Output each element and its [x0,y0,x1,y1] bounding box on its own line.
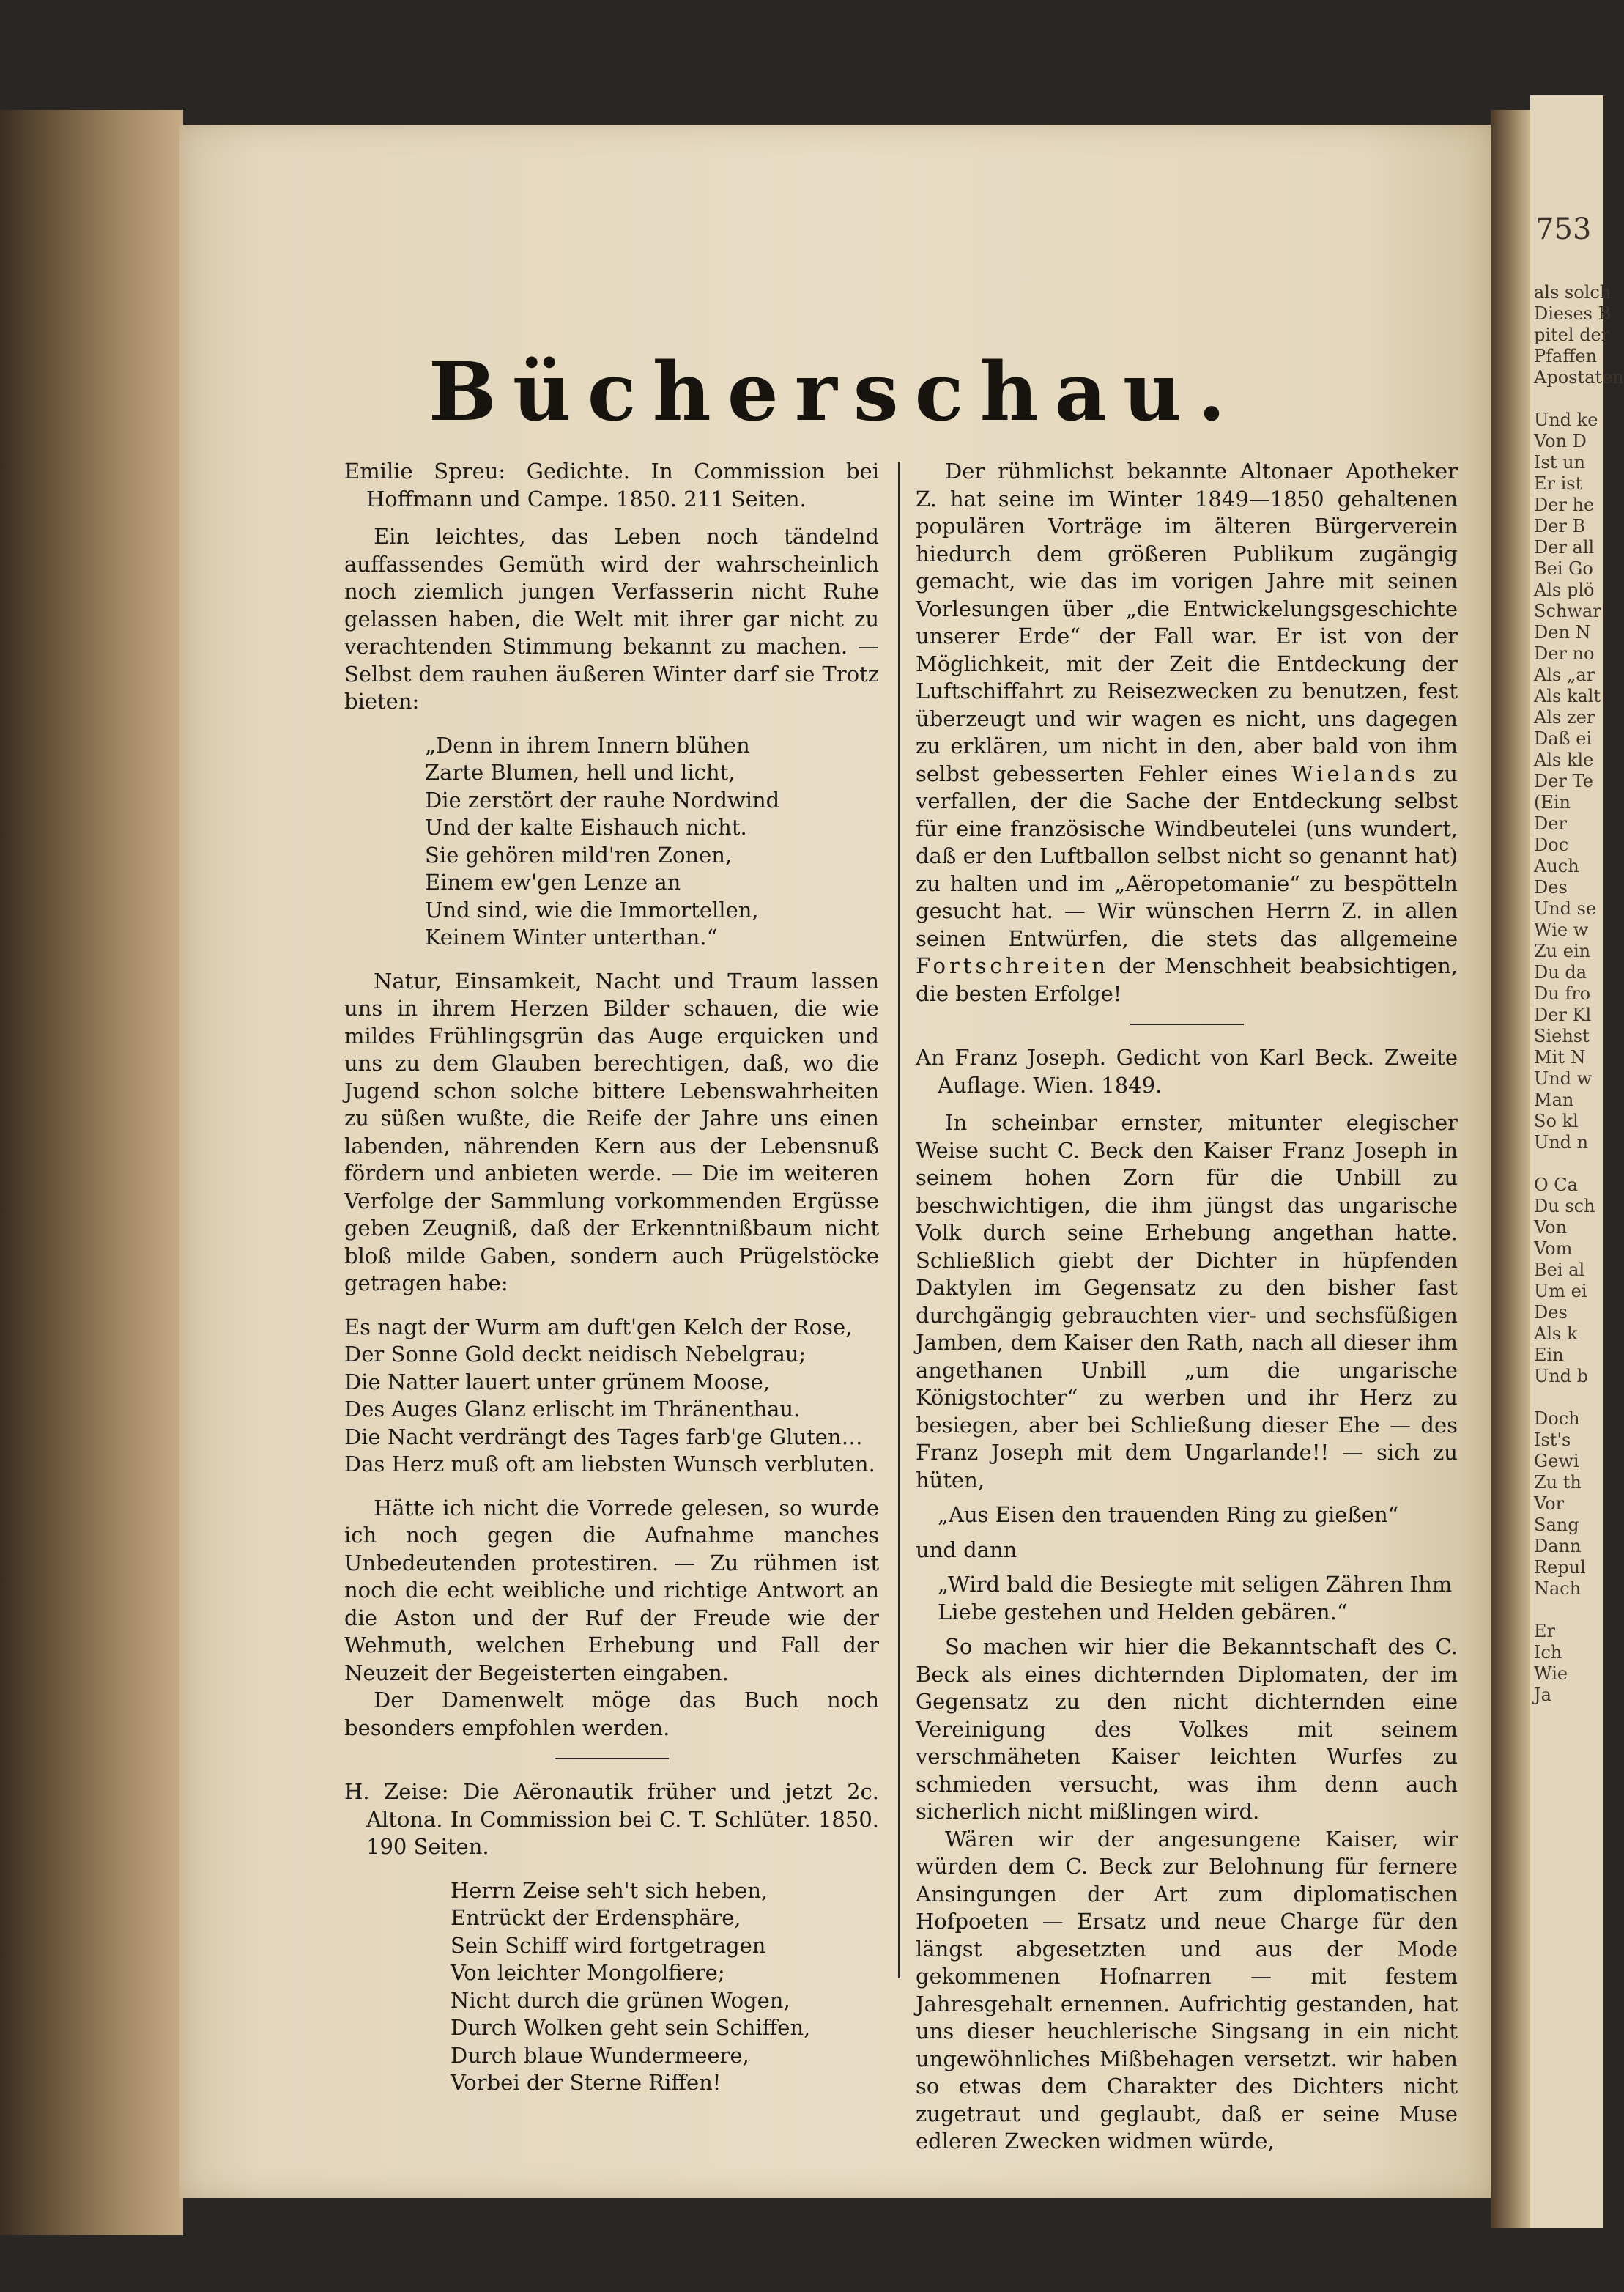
text-run: Der rühmlichst bekannte Altonaer Apotheker Z. hat seine im Winter 1849—1850 gehaltenen populären Vorträge im älteren Bürgerverein hiedurch dem größeren Publikum zugängig gemacht, wie das im vorigen Jahre mit seinen Vorlesungen über „die Entwickelungsgeschichte unserer Erde“ der Fall war. Er ist von der Möglichkeit, mit der Zeit die Entdeckung der Luftschiffahrt zu Reisezwecken zu benutzen, fest überzeugt und wir wagen es nicht, uns dagegen zu erklären, um nicht in den, aber bald von ihm selbst gebesserten Fehler eines [916,459,1458,786]
next-page-line: Pfaffen [1534,346,1598,366]
verse-line: Keinem Winter unterthan.“ [425,925,718,950]
verse-line: Und der kalte Eishauch nicht. [425,815,747,840]
verse-line: Das Herz muß oft am liebsten Wunsch verbluten. [344,1452,875,1476]
next-page-line: Nach [1534,1578,1582,1599]
next-page-line: Man [1534,1090,1574,1110]
verse-block [425,732,879,952]
next-page-line: Der he [1534,495,1595,515]
next-page-line: Von D [1534,431,1587,451]
next-page-line: Du da [1534,962,1587,983]
verse-line: Die zerstört der rauhe Nordwind [425,787,780,813]
next-page-line: Vom [1534,1238,1573,1259]
review-paragraph: Wären wir der angesungene Kaiser, wir würden dem C. Beck zur Belohnung für fernere Ansingungen der Art zum diplomatischen Hofpoeten — Ersatz und neue Charge für den längst abgesetzten und aus der Mode gekommenen Hofnarren — mit festem Jahresgehalt ernennen. Aufrichtig gestanden, hat uns dieser heuchlerische Singsang in ein nicht ungewöhnliches Mißbehagen versetzt. wir haben so etwas dem Charakter des Dichters nicht zugetraut und geglaubt, daß er seine Muse edleren Zwecken widmen würde, [916,1826,1458,2154]
next-page-line: Als zer [1534,707,1595,728]
next-page-line: Der no [1534,643,1595,664]
review-paragraph: Der Damenwelt möge das Buch noch besonders empfohlen werden. [344,1687,879,1740]
verse-line: Durch Wolken geht sein Schiffen, [451,2015,811,2040]
next-page-line: Zu th [1534,1472,1582,1493]
next-page-line [1534,388,1603,410]
next-page-line: Den N [1534,622,1591,643]
review-paragraph: So machen wir hier die Bekanntschaft des C. Beck als eines dichternden Diplomaten, der im Gegensatz zu den nicht dichternden eine Vereinigung des Volkes mit seinem verschmäheten Kaiser leichten Wurfes zu schmieden versucht, was ihm denn auch sicherlich nicht mißlingen wird. [916,1634,1458,1824]
next-page-line: Der all [1534,537,1595,558]
review-heading-zeise: H. Zeise: Die Aëronautik früher und jetzt 2c. Altona. In Commission bei C. T. Schlüter. 1850. 190 Seiten. [344,1779,879,1859]
next-page-line: Als k [1534,1323,1578,1344]
next-page-line: So kl [1534,1111,1579,1131]
next-page-line: (Ein [1534,792,1571,813]
book-gutter [1491,110,1530,2228]
next-page-line: Doch [1534,1408,1580,1429]
next-page-line: Zu ein [1534,941,1591,961]
next-page-line: Bei Go [1534,558,1593,579]
section-separator [1130,1024,1244,1025]
quote-line: „Aus Eisen den trauenden Ring zu gießen“ [938,1502,1399,1527]
next-page-line: Als „ar [1534,665,1595,685]
page-number: 753 [1535,212,1592,246]
verse-line: Entrückt der Erdensphäre, [451,1905,741,1930]
next-page-line: Der B [1534,516,1586,536]
quote-line: „Wird bald die Besiegte mit seligen Zähren Ihm Liebe gestehen und Helden gebären.“ [938,1572,1453,1624]
next-page-line: Er ist [1534,473,1583,494]
next-page-line: Sang [1534,1515,1579,1535]
next-page-line: pitel der [1534,325,1610,345]
next-page-line: Du fro [1534,983,1591,1004]
next-page-line: Bei al [1534,1260,1585,1280]
next-page-line: Und n [1534,1132,1589,1153]
next-page-line: Und w [1534,1068,1593,1089]
review-paragraph [916,458,1458,1008]
next-page-line [1534,1387,1603,1408]
next-page-line: Als plö [1534,580,1595,600]
verse-line: Vorbei der Sterne Riffen! [451,2070,722,2095]
column-divider [898,462,900,1978]
verse-line: Es nagt der Wurm am duft'gen Kelch der Rose, [344,1314,853,1339]
text-run: zu verfallen, der die Sache der Entdeckung selbst für eine französische Windbeutelei (uns wundert, daß er den Luftballon selbst nicht so genannt hat) zu halten und im „Aëropetomanie“ zu bespötteln gesucht hat. — Wir wünschen Herrn Z. in allen seinen Entwürfen, die stets das allgemeine [916,761,1458,951]
verse-line: Und sind, wie die Immortellen, [425,897,759,923]
next-page-line: Der Te [1534,771,1593,791]
verse-line: Des Auges Glanz erlischt im Thränenthau. [344,1397,801,1422]
verse-line: Von leichter Mongolfiere; [451,1960,725,1985]
verse-block [344,1314,879,1479]
next-page-line [1534,1153,1603,1175]
next-page-line: Und b [1534,1366,1589,1386]
next-page-line: Wie w [1534,920,1589,940]
next-page-line: Daß ei [1534,728,1593,749]
next-page-line: Dieses B [1534,303,1612,324]
review-paragraph: Ein leichtes, das Leben noch tändelnd auffassendes Gemüth wird der wahrscheinlich noch ziemlich jungen Verfasserin nicht Ruhe gelassen haben, die Welt mit ihrer gar nicht zu verachtenden Stimmung bekannt zu machen. — Selbst dem rauhen äußeren Winter darf sie Trotz bieten: [344,524,879,714]
next-page-line: Des [1534,877,1568,898]
next-page-line: Vor [1534,1493,1565,1514]
next-page-line: Siehst [1534,1026,1590,1046]
next-page-line: Ist un [1534,452,1585,473]
review-heading-spreu: Emilie Spreu: Gedichte. In Commission bei Hoffmann und Campe. 1850. 211 Seiten. [344,459,879,511]
next-page-line: Du sch [1534,1196,1595,1216]
next-page-line: als solch [1534,282,1612,303]
next-page-line: Apostaten [1534,367,1624,388]
next-page-line: Der [1534,813,1567,834]
review-paragraph: Hätte ich nicht die Vorrede gelesen, so wurde ich noch gegen die Aufnahme manches Unbedeutenden protestiren. — Zu rühmen ist noch die echt weibliche und richtige Antwort an die Aston und der Ruf der Freude wie der Wehmuth, welchen Erhebung und Fall der Neuzeit der Begeisterten eingaben. [344,1495,879,1685]
next-page-line: Schwar [1534,601,1601,621]
verse-line: Zarte Blumen, hell und licht, [425,760,735,785]
review-paragraph: In scheinbar ernster, mitunter elegischer Weise sucht C. Beck den Kaiser Franz Joseph in seinem hohen Zorn für die Unbill zu beschwichtigen, die ihm jüngst das ungarische Volk durch seine Erhebung angethan hatte. Schließlich giebt der Dichter in hüpfenden Daktylen im Gegensatz zu den bisher fast durchgängig gebrauchten vier- und sechsfüßigen Jamben, dem Kaiser den Rath, nach all dieser ihm angethanen Unbill „um die ungarische Königstochter“ zu werben und ihr Herz zu besiegen, aber bei Schließung dieser Ehe — des Franz Joseph mit dem Ungarlande!! — sich zu hüten, [916,1110,1458,1493]
next-page-line: Der Kl [1534,1005,1592,1025]
connector-text: und dann [916,1537,1017,1562]
next-page-line: Gewi [1534,1451,1579,1471]
next-page-line: Des [1534,1302,1568,1323]
page-title: Bücherschau. [428,344,1242,439]
verse-line: Die Natter lauert unter grünem Moose, [344,1369,771,1394]
next-page-fragments [1534,282,1624,1706]
section-separator [555,1758,669,1759]
verse-line: Der Sonne Gold deckt neidisch Nebelgrau; [344,1342,807,1367]
next-page-line: Und se [1534,898,1597,919]
verse-line: Sein Schiff wird fortgetragen [451,1932,766,1958]
next-page-line: Dann [1534,1536,1582,1556]
review-paragraph: Natur, Einsamkeit, Nacht und Traum lassen uns in ihrem Herzen Bilder schauen, die wie mildes Frühlingsgrün das Auge erquicken und uns zu dem Glauben berechtigen, daß, wo die Jugend schon solche bittere Lebenswahrheiten zu süßen wußte, die Reife der Jahre uns einen labenden, nährenden Kern aus der Lebensnuß fördern und anbieten werde. — Die im weiteren Verfolge der Sammlung vorkommenden Ergüsse geben Zeugniß, daß der Erkenntnißbaum nicht bloß milde Gaben, sondern auch Prügelstöcke getragen habe: [344,968,879,1295]
left-column [344,458,879,2113]
next-page-line: Um ei [1534,1281,1587,1301]
review-heading-beck: An Franz Joseph. Gedicht von Karl Beck. Zweite Auflage. Wien. 1849. [916,1045,1458,1098]
next-page-line [1534,1600,1603,1621]
next-page-line: Er [1534,1621,1555,1641]
next-page-line: Wie [1534,1663,1568,1684]
next-page-line: Doc [1534,835,1569,855]
verse-line: Nicht durch die grünen Wogen, [451,1987,790,2013]
text-run: der Menschheit beabsichtigen, die besten Erfolge! [916,953,1458,1006]
verse-block [451,1877,879,2097]
next-page-line: O Ca [1534,1175,1578,1195]
verse-line: Die Nacht verdrängt des Tages farb'ge Gluten… [344,1424,863,1449]
next-page-line: Ein [1534,1345,1564,1365]
verse-line: Sie gehören mild'ren Zonen, [425,842,733,868]
next-page-line: Als kle [1534,750,1594,770]
next-page-line: Von [1534,1217,1568,1238]
page-edge-stack [0,110,183,2235]
verse-line: Herrn Zeise seh't sich heben, [451,1877,768,1903]
verse-line: „Denn in ihrem Innern blühen [425,732,750,758]
right-column [916,458,1458,2156]
next-page-line: Ich [1534,1642,1562,1663]
next-page-line: Und ke [1534,410,1598,430]
next-page-line: Ja [1534,1685,1551,1705]
next-page-line: Als kalt [1534,686,1601,706]
next-page-line: Ist's [1534,1430,1571,1450]
next-page-line: Auch [1534,856,1579,876]
verse-line: Einem ew'gen Lenze an [425,870,681,895]
spaced-word: Fortschreiten [916,953,1110,978]
next-page-line: Repul [1534,1557,1586,1578]
next-page-line: Mit N [1534,1047,1586,1068]
verse-line: Durch blaue Wundermeere, [451,2042,749,2068]
spaced-name: Wielands [1291,761,1420,786]
